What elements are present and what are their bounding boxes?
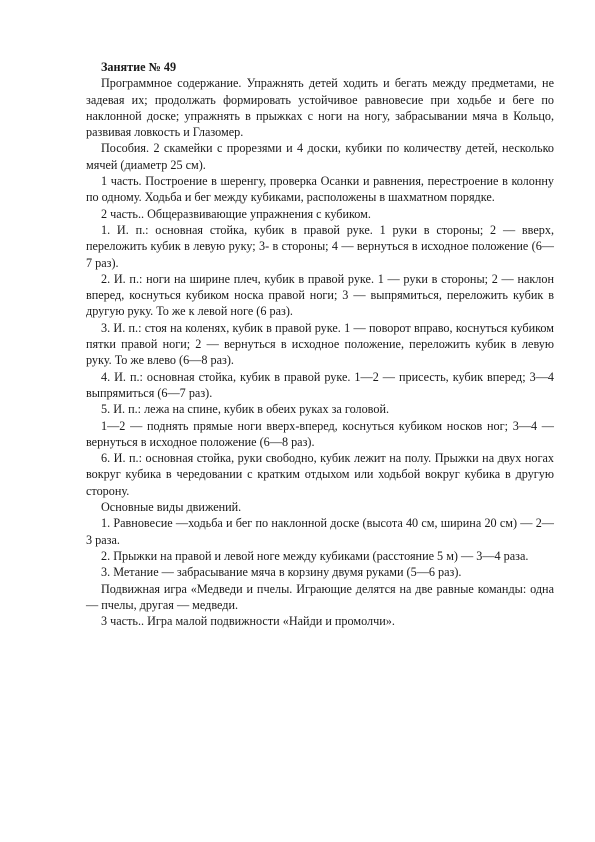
outdoor-game-paragraph: Подвижная игра «Медведи и пчелы. Играющие делятся на две равные команды: одна — пчелы, другая — медведи. (86, 581, 554, 612)
exercise-1-paragraph: 1. И. п.: основная стойка, кубик в правой руке. 1 руки в стороны; 2 — вверх, переложить кубик в левую руку; 3- в стороны; 4 — вернуться в исходное положение (6—7 раз). (86, 222, 554, 270)
exercise-2-paragraph: 2. И. п.: ноги на ширине плеч, кубик в правой руке. 1 — руки в стороны; 2 — наклон вперед, коснуться кубиком носка правой ноги; 3 — выпрямиться, переложить кубик в другую руку. То же к левой ноге (6 раз). (86, 271, 554, 319)
main-movements-heading: Основные виды движений. (101, 500, 242, 515)
exercise-6-paragraph: 6. И. п.: основная стойка, руки свободно, кубик лежит на полу. Прыжки на двух ногах вокруг кубика в чередовании с кратким отдыхом или ходьбой вокруг кубика в другую сторону. (86, 451, 554, 498)
part-one-paragraph: 1 часть. Построение в шеренгу, проверка Осанки и равнения, перестроение в колонну по одному. Ходьба и бег между кубиками, расположены в шахматном порядке. (86, 174, 554, 205)
exercise-3-paragraph: 3. И. п.: стоя на коленях, кубик в правой руке. 1 — поворот вправо, коснуться кубиком пятки правой ноги; 2 — вернуться в исходное положение, переложить кубик в левую руку. То же влево (6—8 раз). (86, 320, 554, 368)
lesson-title: Занятие № 49 (101, 60, 177, 74)
movement-3-paragraph: 3. Метание — забрасывание мяча в корзину двумя руками (5—6 раз). (101, 565, 462, 580)
exercise-5-steps-paragraph: 1—2 — поднять прямые ноги вверх-вперед, коснуться кубиком носков ног; 3—4 — вернуться в исходное положение (6—8 раз). (86, 418, 554, 449)
program-content-paragraph: Программное содержание. Упражнять детей ходить и бегать между предметами, не задевая их; продолжать формировать устойчивое равновесие при ходьбе и беге по наклонной доске; упражнять в прыжках с ноги на ногу, забрасывании мяча в Кольцо, развивая ловкость и Глазомер. (86, 76, 554, 140)
part-three-paragraph: 3 часть.. Игра малой подвижности «Найди и промолчи». (101, 614, 395, 629)
part-two-heading: 2 часть.. Общеразвивающие упражнения с кубиком. (101, 206, 371, 221)
exercise-5-paragraph: 5. И. п.: лежа на спине, кубик в обеих руках за головой. (101, 402, 390, 417)
document-body (86, 59, 554, 629)
exercise-4-paragraph: 4. И. п.: основная стойка, кубик в правой руке. 1—2 — присесть, кубик вперед; 3—4 выпрямиться (6—7 раз). (86, 369, 554, 400)
movement-1-paragraph: 1. Равновесие —ходьба и бег по наклонной доске (высота 40 см, ширина 20 см) — 2—3 раза. (86, 516, 554, 547)
materials-paragraph: Пособия. 2 скамейки с прорезями и 4 доски, кубики по количеству детей, несколько мячей (диаметр 25 см). (86, 141, 554, 172)
movement-2-paragraph: 2. Прыжки на правой и левой ноге между кубиками (расстояние 5 м) — 3—4 раза. (101, 548, 529, 563)
